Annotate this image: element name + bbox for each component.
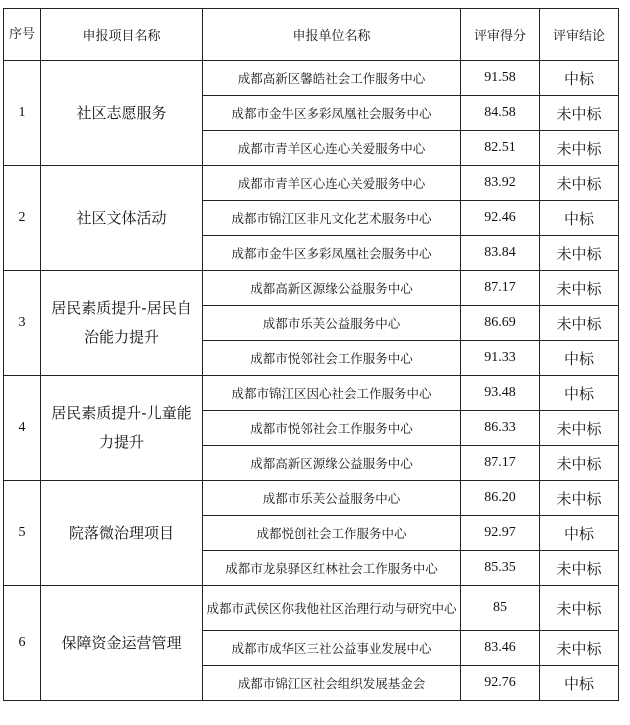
unit-name: 成都高新区源缘公益服务中心 [203, 446, 461, 481]
project-name: 居民素质提升-儿童能力提升 [41, 376, 203, 481]
score-value: 92.97 [461, 516, 540, 551]
score-value: 87.17 [461, 446, 540, 481]
unit-name: 成都市武侯区你我他社区治理行动与研究中心 [203, 586, 461, 631]
result-value: 未中标 [540, 631, 619, 666]
unit-name: 成都市青羊区心连心关爱服务中心 [203, 131, 461, 166]
unit-name: 成都市锦江区因心社会工作服务中心 [203, 376, 461, 411]
score-value: 91.33 [461, 341, 540, 376]
unit-name: 成都市成华区三社公益事业发展中心 [203, 631, 461, 666]
unit-name: 成都高新区源缘公益服务中心 [203, 271, 461, 306]
result-value: 未中标 [540, 481, 619, 516]
unit-name: 成都高新区馨皓社会工作服务中心 [203, 61, 461, 96]
result-value: 未中标 [540, 446, 619, 481]
header-project: 申报项目名称 [41, 9, 203, 61]
result-value: 未中标 [540, 166, 619, 201]
table-row [4, 376, 619, 411]
result-value: 中标 [540, 666, 619, 701]
score-value: 83.84 [461, 236, 540, 271]
header-unit: 申报单位名称 [203, 9, 461, 61]
table-row [4, 481, 619, 516]
unit-name: 成都市金牛区多彩凤凰社会服务中心 [203, 96, 461, 131]
result-value: 未中标 [540, 271, 619, 306]
group-index: 5 [4, 481, 41, 586]
group-index: 4 [4, 376, 41, 481]
score-value: 86.69 [461, 306, 540, 341]
score-value: 82.51 [461, 131, 540, 166]
group-index: 6 [4, 586, 41, 701]
score-value: 86.20 [461, 481, 540, 516]
project-name: 院落微治理项目 [41, 481, 203, 586]
project-name: 社区志愿服务 [41, 61, 203, 166]
result-value: 未中标 [540, 131, 619, 166]
score-value: 87.17 [461, 271, 540, 306]
result-value: 未中标 [540, 96, 619, 131]
score-value: 85.35 [461, 551, 540, 586]
score-value: 84.58 [461, 96, 540, 131]
score-value: 83.46 [461, 631, 540, 666]
unit-name: 成都市金牛区多彩凤凰社会服务中心 [203, 236, 461, 271]
unit-name: 成都市锦江区社会组织发展基金会 [203, 666, 461, 701]
table-row [4, 166, 619, 201]
unit-name: 成都市悦邻社会工作服务中心 [203, 411, 461, 446]
project-name: 居民素质提升-居民自治能力提升 [41, 271, 203, 376]
table-row [4, 61, 619, 96]
unit-name: 成都市悦邻社会工作服务中心 [203, 341, 461, 376]
unit-name: 成都市龙泉驿区红林社会工作服务中心 [203, 551, 461, 586]
score-value: 83.92 [461, 166, 540, 201]
project-name: 保障资金运营管理 [41, 586, 203, 701]
result-value: 未中标 [540, 236, 619, 271]
result-value: 中标 [540, 516, 619, 551]
score-value: 92.76 [461, 666, 540, 701]
header-seq: 序号 [4, 9, 41, 61]
table-header-row [4, 9, 619, 61]
results-table [3, 8, 619, 701]
result-value: 中标 [540, 341, 619, 376]
unit-name: 成都市青羊区心连心关爱服务中心 [203, 166, 461, 201]
result-value: 未中标 [540, 551, 619, 586]
score-value: 86.33 [461, 411, 540, 446]
result-value: 未中标 [540, 586, 619, 631]
score-value: 92.46 [461, 201, 540, 236]
result-value: 中标 [540, 376, 619, 411]
unit-name: 成都市乐芙公益服务中心 [203, 306, 461, 341]
unit-name: 成都市乐芙公益服务中心 [203, 481, 461, 516]
unit-name: 成都悦创社会工作服务中心 [203, 516, 461, 551]
group-index: 2 [4, 166, 41, 271]
project-name: 社区文体活动 [41, 166, 203, 271]
group-index: 3 [4, 271, 41, 376]
result-value: 未中标 [540, 306, 619, 341]
header-score: 评审得分 [461, 9, 540, 61]
table-row [4, 271, 619, 306]
table-row [4, 586, 619, 631]
result-value: 中标 [540, 61, 619, 96]
unit-name: 成都市锦江区非凡文化艺术服务中心 [203, 201, 461, 236]
score-value: 85 [461, 586, 540, 631]
score-value: 93.48 [461, 376, 540, 411]
score-value: 91.58 [461, 61, 540, 96]
result-value: 中标 [540, 201, 619, 236]
group-index: 1 [4, 61, 41, 166]
result-value: 未中标 [540, 411, 619, 446]
header-result: 评审结论 [540, 9, 619, 61]
